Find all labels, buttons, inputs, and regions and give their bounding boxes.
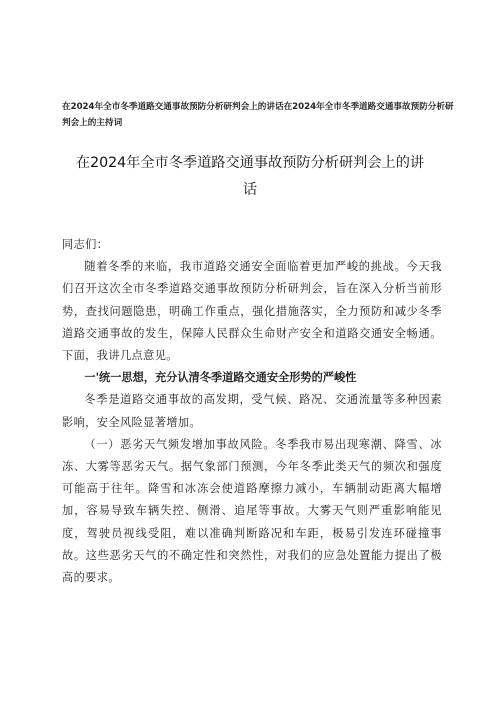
section-1-paragraph-2: （一）恶劣天气频发增加事故风险。冬季我市易出现寒潮、降雪、冰冻、大雾等恶劣天气。据气象部门预测，今年冬季此类天气的频次和强度可能高于往年。降雪和冰冻会使道路摩擦力减小，车辆制动距离大幅增加，容易导致车辆失控、侧滑、追尾等事故。大雾天气则严重影响能见度，驾驶员视线受阻，难以准确判断路况和车距，极易引发连环碰撞事故。这些恶劣天气的不确定性和突然性，对我们的应急处置能力提出了极高的要求。 <box>62 437 442 585</box>
intro-paragraph: 随着冬季的来临，我市道路交通安全面临着更加严峻的挑战。今天我们召开这次全市冬季道路交通事故预防分析研判会，旨在深入分析当前形势，查找问题隐患，明确工作重点，强化措施落实，全力预防和减少冬季道路交通事故的发生，保障人民群众生命财产安全和道路交通安全畅通。下面，我讲几点意见。 <box>62 260 442 363</box>
main-title-line-1: 在2024年全市冬季道路交通事故预防分析研判会上的讲 <box>75 155 425 171</box>
main-title <box>60 150 440 204</box>
section-1-paragraph-1: 冬季是道路交通事故的高发期，受气候、路况、交通流量等多种因素影响，安全风险显著增加。 <box>62 393 442 429</box>
salutation: 同志们： <box>62 238 109 251</box>
header-title: 在2024年全市冬季道路交通事故预防分析研判会上的讲话在2024年全市冬季道路交通事故预防分析研判会上的主持词 <box>62 102 454 128</box>
document-body <box>62 234 442 589</box>
main-title-line-2: 话 <box>242 182 258 198</box>
section-1-heading: 一'统一思想，充分认清冬季道路交通安全形势的严峻性 <box>84 371 357 385</box>
